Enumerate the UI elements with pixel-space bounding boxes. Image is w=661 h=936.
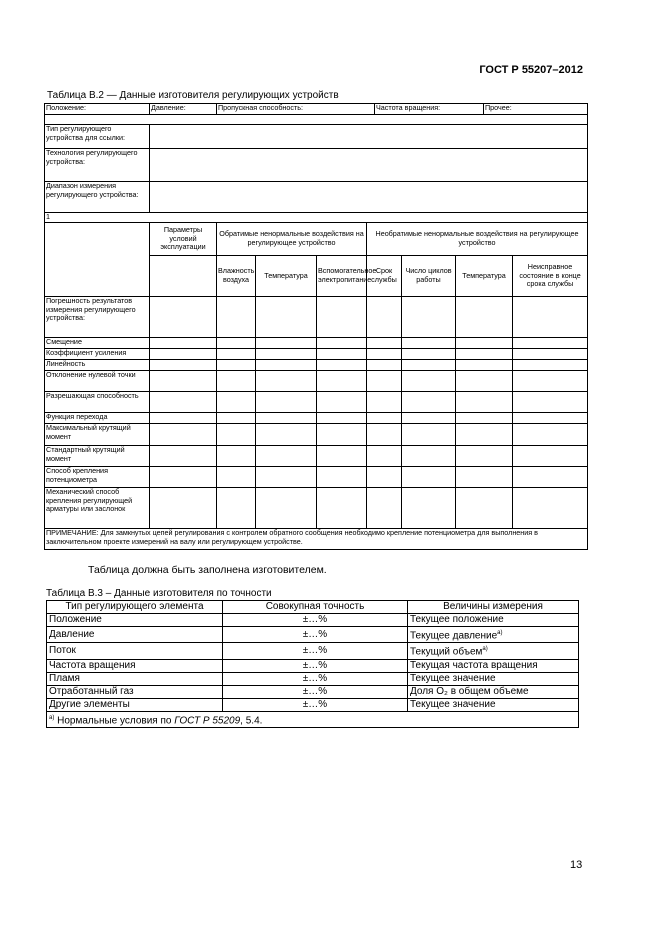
footnote-mark: а) [497,630,503,636]
footnote-mark: а) [482,646,488,653]
header-end-of-life: Неисправное состояние в конце срока службы [513,256,588,297]
table-b2 [44,103,587,550]
accuracy-cell: ±…% [223,672,408,685]
measure-text: Текущее давление [410,630,498,642]
accuracy-cell: ±…% [223,643,408,659]
measure-text: Текущий объем [410,646,483,658]
param-label: Коэффициент усиления [45,349,150,360]
element-type: Давление [47,627,223,643]
table-header-row [47,601,579,614]
footnote-text: Нормальные условия по [54,714,175,726]
param-label: Линейность [45,360,150,371]
device-row-value [150,125,588,149]
table-row [47,685,579,698]
header-operating-params: Параметры условий эксплуатации [150,223,217,256]
param-label: Отклонение нулевой точки [45,371,150,392]
element-type: Другие элементы [47,698,223,711]
device-row-label: Диапазон измерения регулирующего устройства: [45,182,150,213]
accuracy-cell: ±…% [223,614,408,627]
table-row [47,659,579,672]
footnote-mark: а) [49,714,55,721]
header-auxiliary-power: Вспомогательное электропитание [317,256,367,297]
footnote-reference: ГОСТ Р 55209 [174,714,241,726]
accuracy-cell: ±…% [223,659,408,672]
header-empty [150,256,217,297]
table-row [45,413,588,424]
table-note: ПРИМЕЧАНИЕ: Для замкнутых цепей регулирования с контролем обратного сообщения необходимо крепление потенциометра для выполнения в заключительном проекте измерений на валу или регулирующем устройстве. [45,529,588,550]
table-row [45,297,588,338]
measure-cell: Текущая частота вращения [408,659,579,672]
param-label: Способ крепления потенциометра [45,467,150,488]
param-label: Стандартный крутящий момент [45,446,150,467]
column-header: Тип регулирующего элемента [47,601,223,614]
table-row [45,371,588,392]
header-service-life: Срок службы [367,256,402,297]
footnote-tail: , 5.4. [240,714,263,726]
param-label: Функция перехода [45,413,150,424]
field-throughput: Пропускная способность: [217,104,375,115]
device-row-value [150,149,588,182]
table-row [47,698,579,711]
table-row [45,349,588,360]
table-row [47,643,579,659]
table-b3-title: Таблица В.3 – Данные изготовителя по точности [46,588,272,599]
param-label: Механический способ крепления регулирующей арматуры или заслонок [45,488,150,529]
table-row [45,338,588,349]
accuracy-cell: ±…% [223,627,408,643]
table-row [45,467,588,488]
param-label: Погрешность результатов измерения регулирующего устройства: [45,297,150,338]
header-reversible: Обратимые ненормальные воздействия на регулирующее устройство [217,223,367,256]
measure-cell: Доля O₂ в общем объеме [408,685,579,698]
element-type: Поток [47,643,223,659]
measure-cell [408,627,579,643]
table-row [45,360,588,371]
fill-instruction: Таблица должна быть заполнена изготовителем. [88,564,327,576]
field-position: Положение: [45,104,150,115]
table-b2-main [44,114,588,550]
accuracy-cell: ±…% [223,698,408,711]
table-row [45,392,588,413]
measure-cell: Текущее положение [408,614,579,627]
document-code: ГОСТ Р 55207–2012 [479,64,583,76]
device-row-value [150,182,588,213]
param-label: Разрешающая способность [45,392,150,413]
param-label: Максимальный крутящий момент [45,424,150,446]
element-type: Положение [47,614,223,627]
table-b2-title: Таблица В.2 — Данные изготовителя регулирующих устройств [47,90,339,101]
empty-row [45,115,588,125]
header-humidity: Влажность воздуха [217,256,256,297]
element-type: Пламя [47,672,223,685]
header-temperature: Температура [456,256,513,297]
table-row [45,488,588,529]
device-row-label: Тип регулирующего устройства для ссылки: [45,125,150,149]
column-header: Величины измерения [408,601,579,614]
measure-cell: Текущее значение [408,672,579,685]
element-type: Частота вращения [47,659,223,672]
field-other: Прочее: [484,104,588,115]
table-row [45,446,588,467]
header-irreversible: Необратимые ненормальные воздействия на регулирующее устройство [367,223,588,256]
page-number: 13 [570,859,583,871]
accuracy-cell: ±…% [223,685,408,698]
field-pressure: Давление: [150,104,217,115]
table-b3 [46,600,578,728]
param-label: Смещение [45,338,150,349]
number-row: 1 [45,213,588,223]
table-row [47,614,579,627]
header-cycles: Число циклов работы [402,256,456,297]
field-rotation-freq: Частота вращения: [375,104,484,115]
table-row [45,424,588,446]
element-type: Отработанный газ [47,685,223,698]
table-row [47,627,579,643]
header-temperature: Температура [256,256,317,297]
column-header: Совокупная точность [223,601,408,614]
header-empty [45,223,150,297]
device-row-label: Технология регулирующего устройства: [45,149,150,182]
footnote-row [47,711,579,727]
table-row [47,672,579,685]
measure-cell [408,643,579,659]
table-footnote [47,711,579,727]
measure-cell: Текущее значение [408,698,579,711]
